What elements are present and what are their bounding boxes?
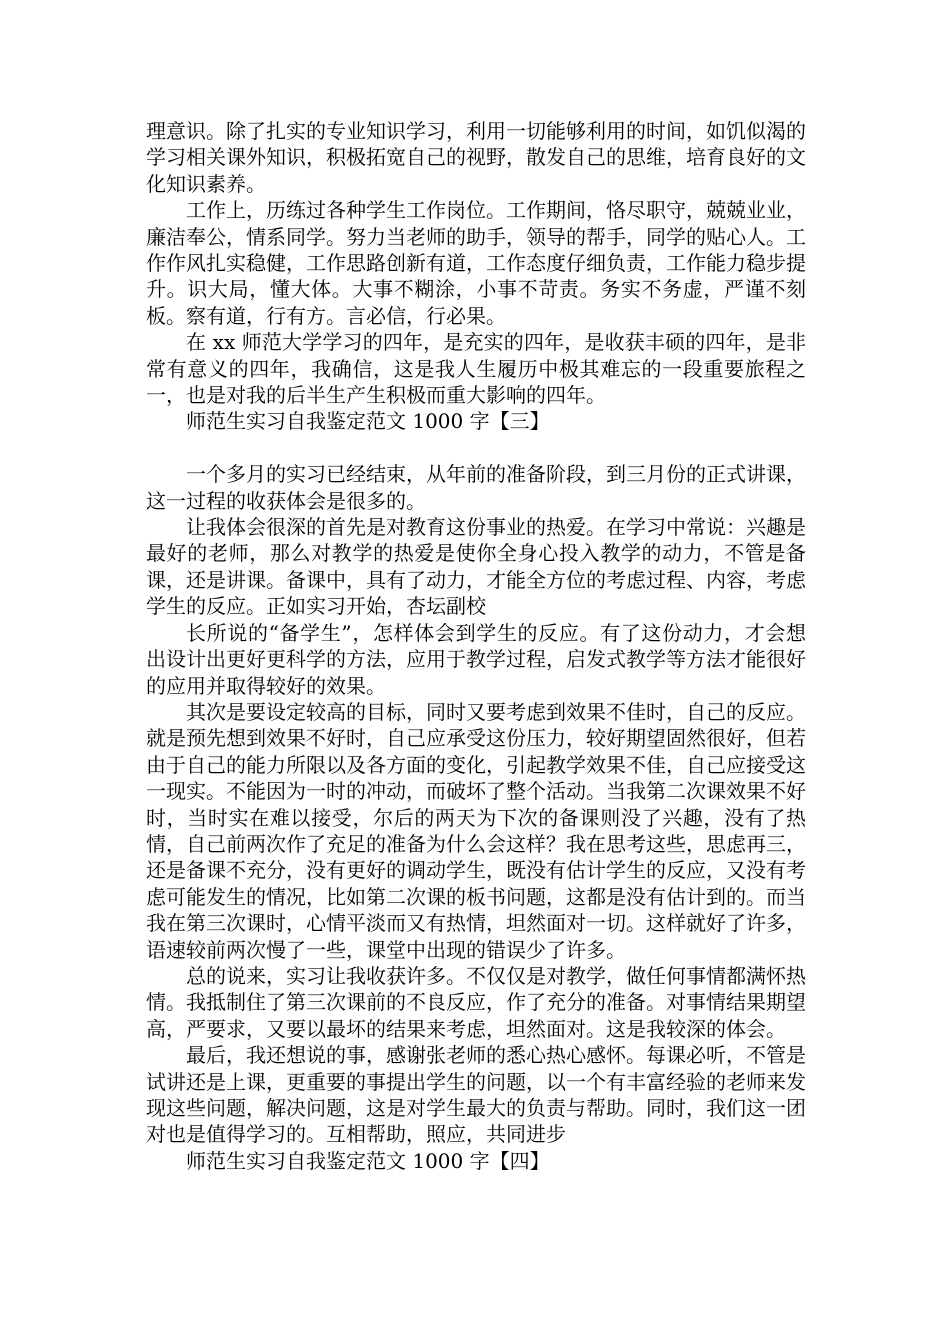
section-heading-four: 师范生实习自我鉴定范文 1000 字【四】 — [186, 1148, 550, 1173]
paragraph-goals: 其次是要设定较高的目标，同时又要考虑到效果不佳时，自己的反应。就是预先想到效果不好时，自己应承受这份压力，较好期望固然很好，但若由于自己的能力所限以及各方面的变化，引起教学效果不佳，自己应接受这一现实。不能因为一时的冲动，而破坏了整个活动。当我第二次课效果不好时，当时实在难以接受，尔后的两天为下次的备课则没了兴趣，没有了热情，自己前两次作了充足的准备为什么会这样？我在思考这些，思虑再三，还是备课不充分，没有更好的调动学生，既没有估计学生的反应，又没有考虑可能发生的情况，比如第二次课的板书问题，这都是没有估计到的。而当我在第三次课时，心情平淡而又有热情，坦然面对一切。这样就好了许多，语速较前两次慢了一些，课堂中出现的错误少了许多。 — [146, 699, 806, 962]
paragraph-internship-intro: 一个多月的实习已经结束，从年前的准备阶段，到三月份的正式讲课，这一过程的收获体会是很多的。 — [146, 462, 806, 513]
paragraph-summary: 总的说来，实习让我收获许多。不仅仅是对教学，做任何事情都满怀热情。我抵制住了第三次课前的不良反应，作了充分的准备。对事情结果期望高，严要求，又要以最坏的结果来考虑，坦然面对。这是我较深的体会。 — [146, 963, 806, 1041]
blank-line — [146, 435, 806, 461]
section-heading-three: 师范生实习自我鉴定范文 1000 字【三】 — [186, 409, 550, 434]
paragraph-continuation: 理意识。除了扎实的专业知识学习，利用一切能够利用的时间，如饥似渴的学习相关课外知识，积极拓宽自己的视野，散发自己的思维，培育良好的文化知识素养。 — [146, 119, 806, 196]
paragraph-prepare-students: 长所说的“备学生”，怎样体会到学生的反应。有了这份动力，才会想出设计出更好更科学的方法，应用于教学过程，启发式教学等方法才能很好的应用并取得较好的效果。 — [146, 620, 806, 698]
paragraph-thanks: 最后，我还想说的事，感谢张老师的悉心热心感怀。每课必听，不管是试讲还是上课，更重要的事提出学生的问题，以一个有丰富经验的老师来发现这些问题，解决问题，这是对学生最大的负责与帮助。同时，我们这一团对也是值得学习的。互相帮助，照应，共同进步 — [146, 1043, 806, 1147]
paragraph-work: 工作上，历练过各种学生工作岗位。工作期间，恪尽职守，兢兢业业，廉洁奉公，情系同学。努力当老师的助手，领导的帮手，同学的贴心人。工作作风扎实稳健，工作思路创新有道，工作态度仔细负责，工作能力稳步提升。识大局，懂大体。大事不糊涂，小事不苛责。务实不务虚，严谨不刻板。察有道，行有方。言必信，行必果。 — [146, 198, 806, 328]
document-page — [146, 118, 806, 1174]
paragraph-university: 在 xx 师范大学学习的四年，是充实的四年，是收获丰硕的四年，是非常有意义的四年，我确信，这是我人生履历中极其难忘的一段重要旅程之一，也是对我的后半生产生积极而重大影响的四年。 — [146, 330, 806, 408]
paragraph-passion: 让我体会很深的首先是对教育这份事业的热爱。在学习中常说：兴趣是最好的老师，那么对教学的热爱是使你全身心投入教学的动力，不管是备课，还是讲课。备课中，具有了动力，才能全方位的考虑过程、内容，考虑学生的反应。正如实习开始，杏坛副校 — [146, 515, 806, 619]
